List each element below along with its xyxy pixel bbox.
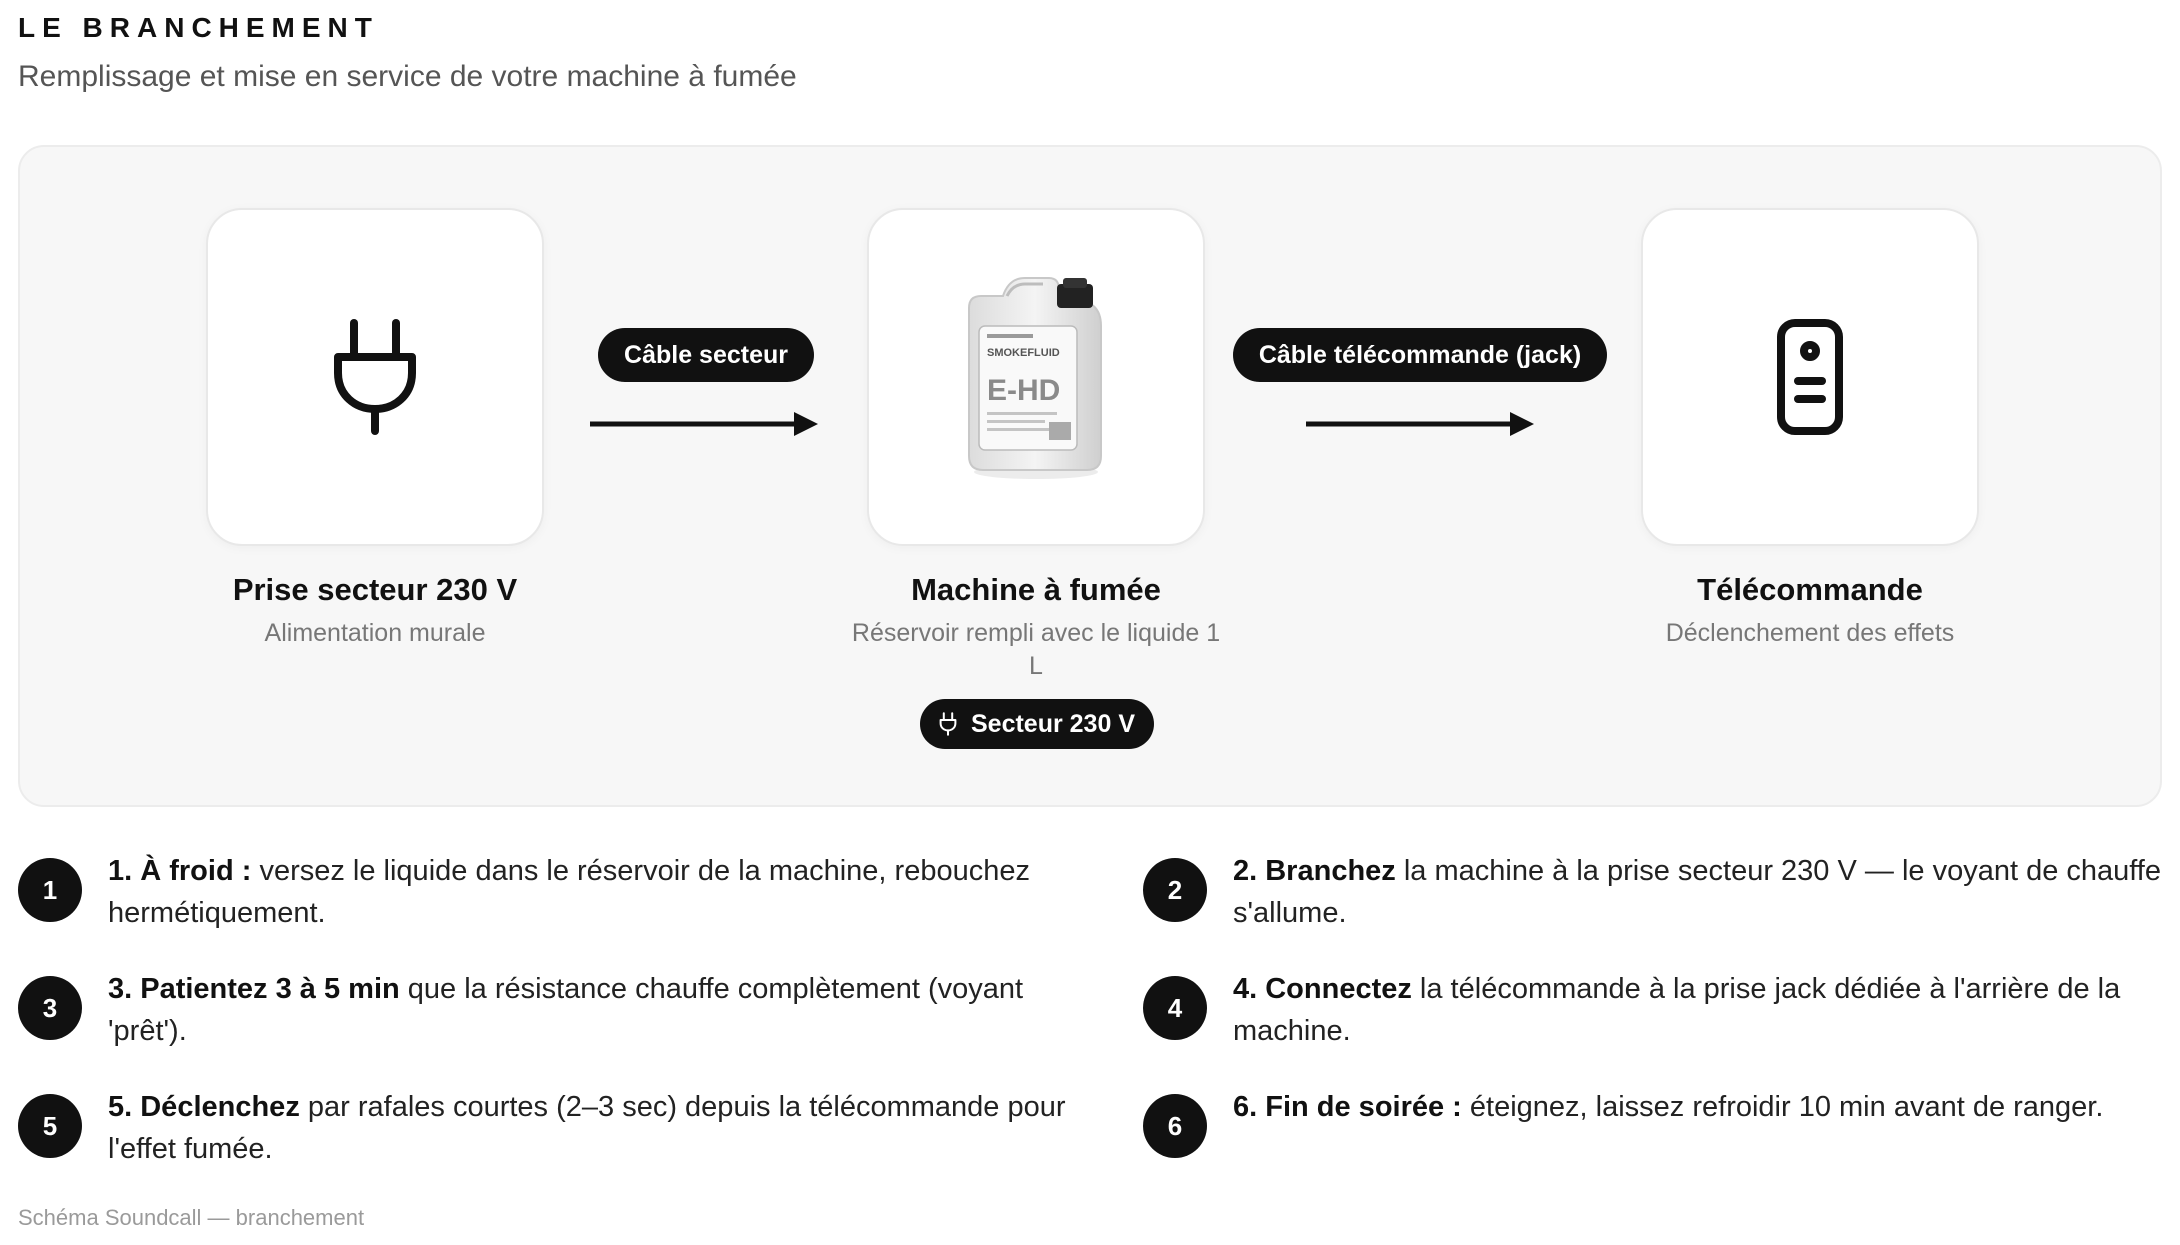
step-number-badge: 3 (18, 976, 82, 1040)
step-body: que la résistance chauffe complètement (voyant 'prêt'). (108, 973, 1024, 1047)
node-card-remote-control (1641, 208, 1979, 546)
step-number-badge: 5 (18, 1094, 82, 1158)
step-emphasis: 2. Branchez (1233, 855, 1396, 887)
step-body: la machine à la prise secteur 230 V — le voyant de chauffe s'allume. (1233, 855, 2161, 929)
step-body: versez le liquide dans le réservoir de la machine, rebouchez hermétiquement. (108, 855, 1030, 929)
plug-icon (939, 712, 957, 736)
step-number-badge: 4 (1143, 976, 1207, 1040)
node-subtitle-remote-control: Déclenchement des effets (1665, 619, 1955, 647)
node-card-smoke-machine (867, 208, 1205, 546)
step-emphasis: 4. Connectez (1233, 973, 1412, 1005)
step-item (18, 1086, 1098, 1170)
node-subtitle-smoke-machine: Réservoir rempli avec le liquide 1 L (851, 619, 1221, 680)
step-item (18, 850, 1098, 934)
diagram-panel (18, 145, 2162, 807)
plug-icon (332, 317, 418, 437)
node-title-power-outlet: Prise secteur 230 V (232, 572, 518, 607)
canister-label-text: E-HD (987, 374, 1061, 407)
power-badge-label: Secteur 230 V (971, 709, 1135, 738)
node-title-remote-control: Télécommande (1697, 572, 1923, 607)
step-emphasis: 5. Déclenchez (108, 1091, 300, 1123)
connector-label-power-cable: Câble secteur (598, 328, 814, 382)
connector-label-remote-cable: Câble télécommande (jack) (1233, 328, 1607, 382)
step-emphasis: 6. Fin de soirée : (1233, 1091, 1462, 1123)
section-subtitle: Remplissage et mise en service de votre machine à fumée (18, 60, 797, 93)
step-text (108, 1086, 1098, 1170)
step-body: éteignez, laissez refroidir 10 min avant de ranger. (1461, 1091, 2104, 1123)
remote-control-icon (1775, 317, 1845, 437)
node-title-smoke-machine: Machine à fumée (911, 572, 1161, 607)
canister-brand-text: SMOKEFLUID (987, 347, 1060, 359)
fluid-canister-image (951, 272, 1121, 482)
step-item (1143, 850, 2173, 934)
step-body: par rafales courtes (2–3 sec) depuis la télécommande pour l'effet fumée. (108, 1091, 1066, 1165)
step-number-badge: 2 (1143, 858, 1207, 922)
step-text (1233, 968, 2173, 1052)
step-item (1143, 1086, 2173, 1158)
step-item (18, 968, 1098, 1052)
connector-arrow-remote-cable (1304, 409, 1536, 439)
step-text (108, 968, 1098, 1052)
step-number-badge: 1 (18, 858, 82, 922)
step-text (1233, 850, 2173, 934)
node-card-power-outlet (206, 208, 544, 546)
step-text (1233, 1086, 2103, 1128)
footer-caption: Schéma Soundcall — branchement (18, 1205, 365, 1230)
step-emphasis: 1. À froid : (108, 855, 252, 887)
node-subtitle-power-outlet: Alimentation murale (264, 619, 486, 647)
step-item (1143, 968, 2173, 1052)
step-emphasis: 3. Patientez 3 à 5 min (108, 973, 400, 1005)
step-number-badge: 6 (1143, 1094, 1207, 1158)
step-body: la télécommande à la prise jack dédiée à l'arrière de la machine. (1233, 973, 2121, 1047)
section-eyebrow: LE BRANCHEMENT (18, 12, 379, 43)
power-badge (920, 699, 1154, 749)
connector-arrow-power-cable (588, 409, 820, 439)
step-text (108, 850, 1098, 934)
